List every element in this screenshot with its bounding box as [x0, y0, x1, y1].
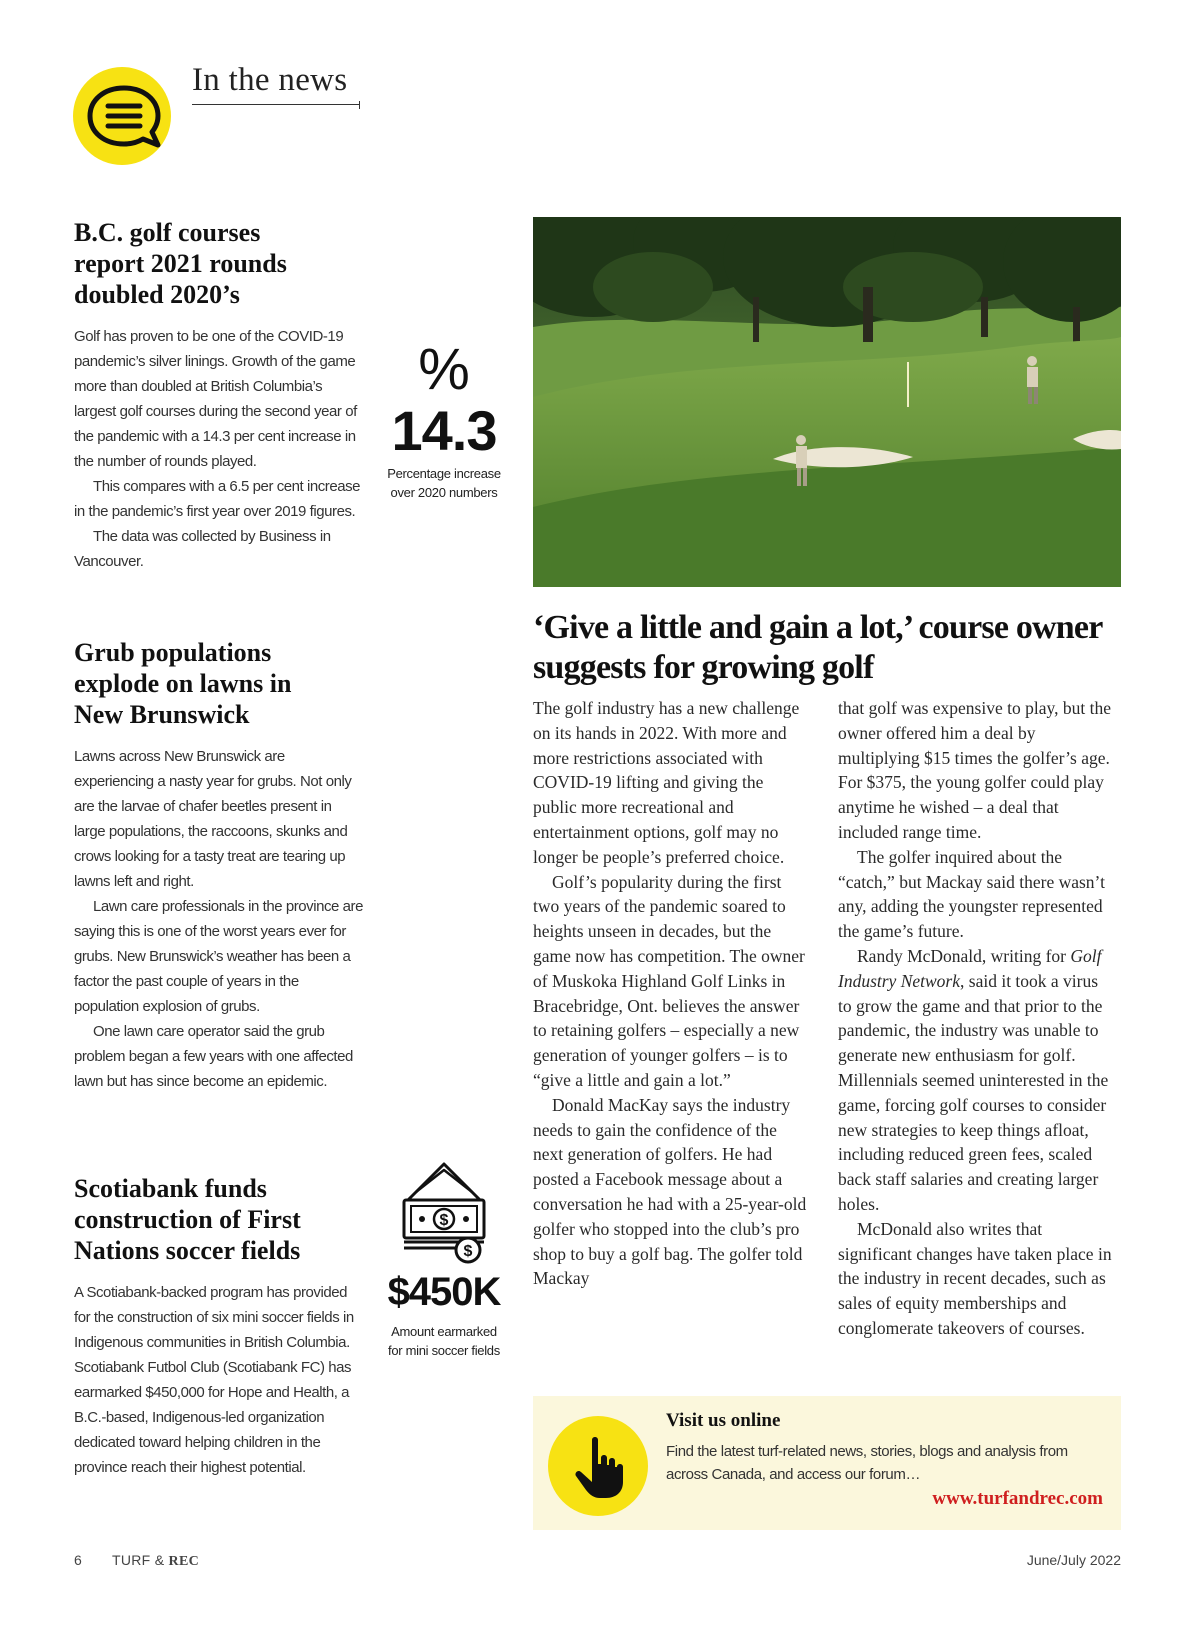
stat-value: $450K — [387, 1270, 501, 1314]
feature-paragraph: McDonald also writes that significant changes have taken place in the industry in recent decades, such as sales of equity memberships and conglomerate takeovers of courses. — [838, 1218, 1112, 1338]
news-body — [74, 324, 364, 574]
golf-course-photo — [533, 217, 1121, 587]
stat-caption-line: over 2020 numbers — [390, 485, 498, 500]
stat-caption — [374, 464, 514, 502]
news-paragraph: One lawn care operator said the grub problem began a few years with one affected lawn but has since become an epidemic. — [74, 1023, 353, 1090]
stat-amount — [374, 1160, 514, 1360]
stat-caption-line: Amount earmarked — [391, 1324, 497, 1339]
news-paragraph: Lawns across New Brunswick are experiencing a nasty year for grubs. Not only are the larvae of chafer beetles present in large populations, the raccoons, skunks and crows looking for a tasty treat are tearing up lawns left and right. — [74, 748, 352, 890]
promo-text: Find the latest turf-related news, stories, blogs and analysis from across Canada, and access our forum… — [666, 1443, 1068, 1483]
news-bubble-icon — [72, 66, 176, 170]
section-title-rule — [192, 104, 360, 105]
website-link[interactable]: www.turfandrec.com — [932, 1488, 1103, 1509]
stat-caption-line: for mini soccer fields — [388, 1343, 500, 1358]
section-title: In the news — [192, 62, 348, 98]
feature-column-1 — [533, 696, 811, 1291]
feature-paragraph: Golf’s popularity during the first two years of the pandemic soared to heights unseen in decades, but the game now has competition. The owner of Muskoka Highland Golf Links in Bracebridge, Ont. believes the answer to retaining golfers – especially a new generation of younger golfers – is to “give a little and gain a lot.” — [533, 871, 805, 1090]
news-body — [74, 744, 364, 1094]
svg-text:$: $ — [439, 1212, 449, 1229]
visit-online-promo — [533, 1396, 1121, 1530]
magazine-name-prefix: TURF & — [112, 1552, 169, 1568]
feature-paragraph: Donald MacKay says the industry needs to gain the confidence of the next generation of golfers. He had posted a Facebook message about a conversation he had with a 25-year-old golfer who stopped into the club’s pro shop to buy a golf bag. The golfer told Mackay — [533, 1094, 807, 1289]
news-paragraph: Lawn care professionals in the province are saying this is one of the worst years ever for grubs. New Brunswick’s weather has been a factor the past couple of years in the population explosion of grubs. — [74, 898, 363, 1015]
stat-caption-line: Percentage increase — [387, 466, 501, 481]
pointing-hand-icon — [548, 1416, 648, 1516]
publication-name: Golf Industry Network — [838, 945, 1102, 991]
news-headline: Scotiabank funds construction of First Nations soccer fields — [74, 1174, 301, 1265]
feature-column-2 — [838, 696, 1116, 1341]
feature-paragraph: The golfer inquired about the “catch,” but Mackay said there wasn’t any, adding the youngster represented the game’s future. — [838, 846, 1105, 942]
news-story-golf-rounds — [74, 217, 364, 574]
feature-headline: ‘Give a little and gain a lot,’ course owner suggests for growing golf — [533, 609, 1102, 686]
news-body — [74, 1280, 364, 1480]
magazine-name — [112, 1552, 199, 1570]
feature-paragraph: that golf was expensive to play, but the owner offered him a deal by multiplying $15 times the golfer’s age. For $375, the young golfer could play anytime he wished – a deal that included range time. — [838, 698, 1111, 842]
news-headline: B.C. golf courses report 2021 rounds doubled 2020’s — [74, 218, 287, 309]
stat-value: 14.3 — [391, 399, 497, 462]
percent-icon: % — [418, 337, 470, 402]
news-paragraph: A Scotiabank-backed program has provided for the construction of six mini soccer fields in Indigenous communities in British Columbia. Scotiabank Futbol Club (Scotiabank FC) has earmarked $450,000 for Hope and Health, a B.C.-based, Indigenous-led organization dedicated toward helping children in the province reach their highest potential. — [74, 1284, 354, 1476]
news-paragraph: This compares with a 6.5 per cent increase in the pandemic’s first year over 2019 figures. — [74, 478, 361, 520]
issue-date: June/July 2022 — [1026, 1552, 1121, 1568]
news-paragraph: The data was collected by Business in Vancouver. — [74, 528, 331, 570]
stat-percentage — [374, 338, 514, 502]
money-stack-icon — [374, 1160, 514, 1270]
svg-text:$: $ — [463, 1243, 473, 1260]
feature-text: Randy McDonald, writing for — [857, 945, 1071, 966]
news-paragraph: Golf has proven to be one of the COVID-19 pandemic’s silver linings. Growth of the game more than doubled at British Columbia’s largest golf courses during the second year of the pandemic with a 14.3 per cent increase in the number of rounds played. — [74, 328, 357, 470]
magazine-name-bold: REC — [168, 1554, 200, 1569]
promo-title: Visit us online — [666, 1410, 781, 1431]
page-number: 6 — [74, 1552, 82, 1568]
feature-text: , said it took a virus to grow the game and that prior to the pandemic, the industry was unable to generate new enthusiasm for golf. Millennials seemed uninterested in the game, forcing golf courses to consider new strategies to keep things afloat, including reduced green fees, scaled back staff salaries and creating larger holes. — [838, 970, 1109, 1214]
news-headline: Grub populations explode on lawns in New Brunswick — [74, 638, 292, 729]
feature-paragraph: The golf industry has a new challenge on its hands in 2022. With more and more restrictions associated with COVID-19 lifting and giving the public more recreational and entertainment options, golf may no longer be people’s preferred choice. — [533, 698, 800, 867]
news-story-soccer-fields — [74, 1173, 364, 1480]
news-story-grubs — [74, 637, 364, 1094]
stat-caption — [374, 1322, 514, 1360]
feature-paragraph — [838, 944, 1116, 1217]
